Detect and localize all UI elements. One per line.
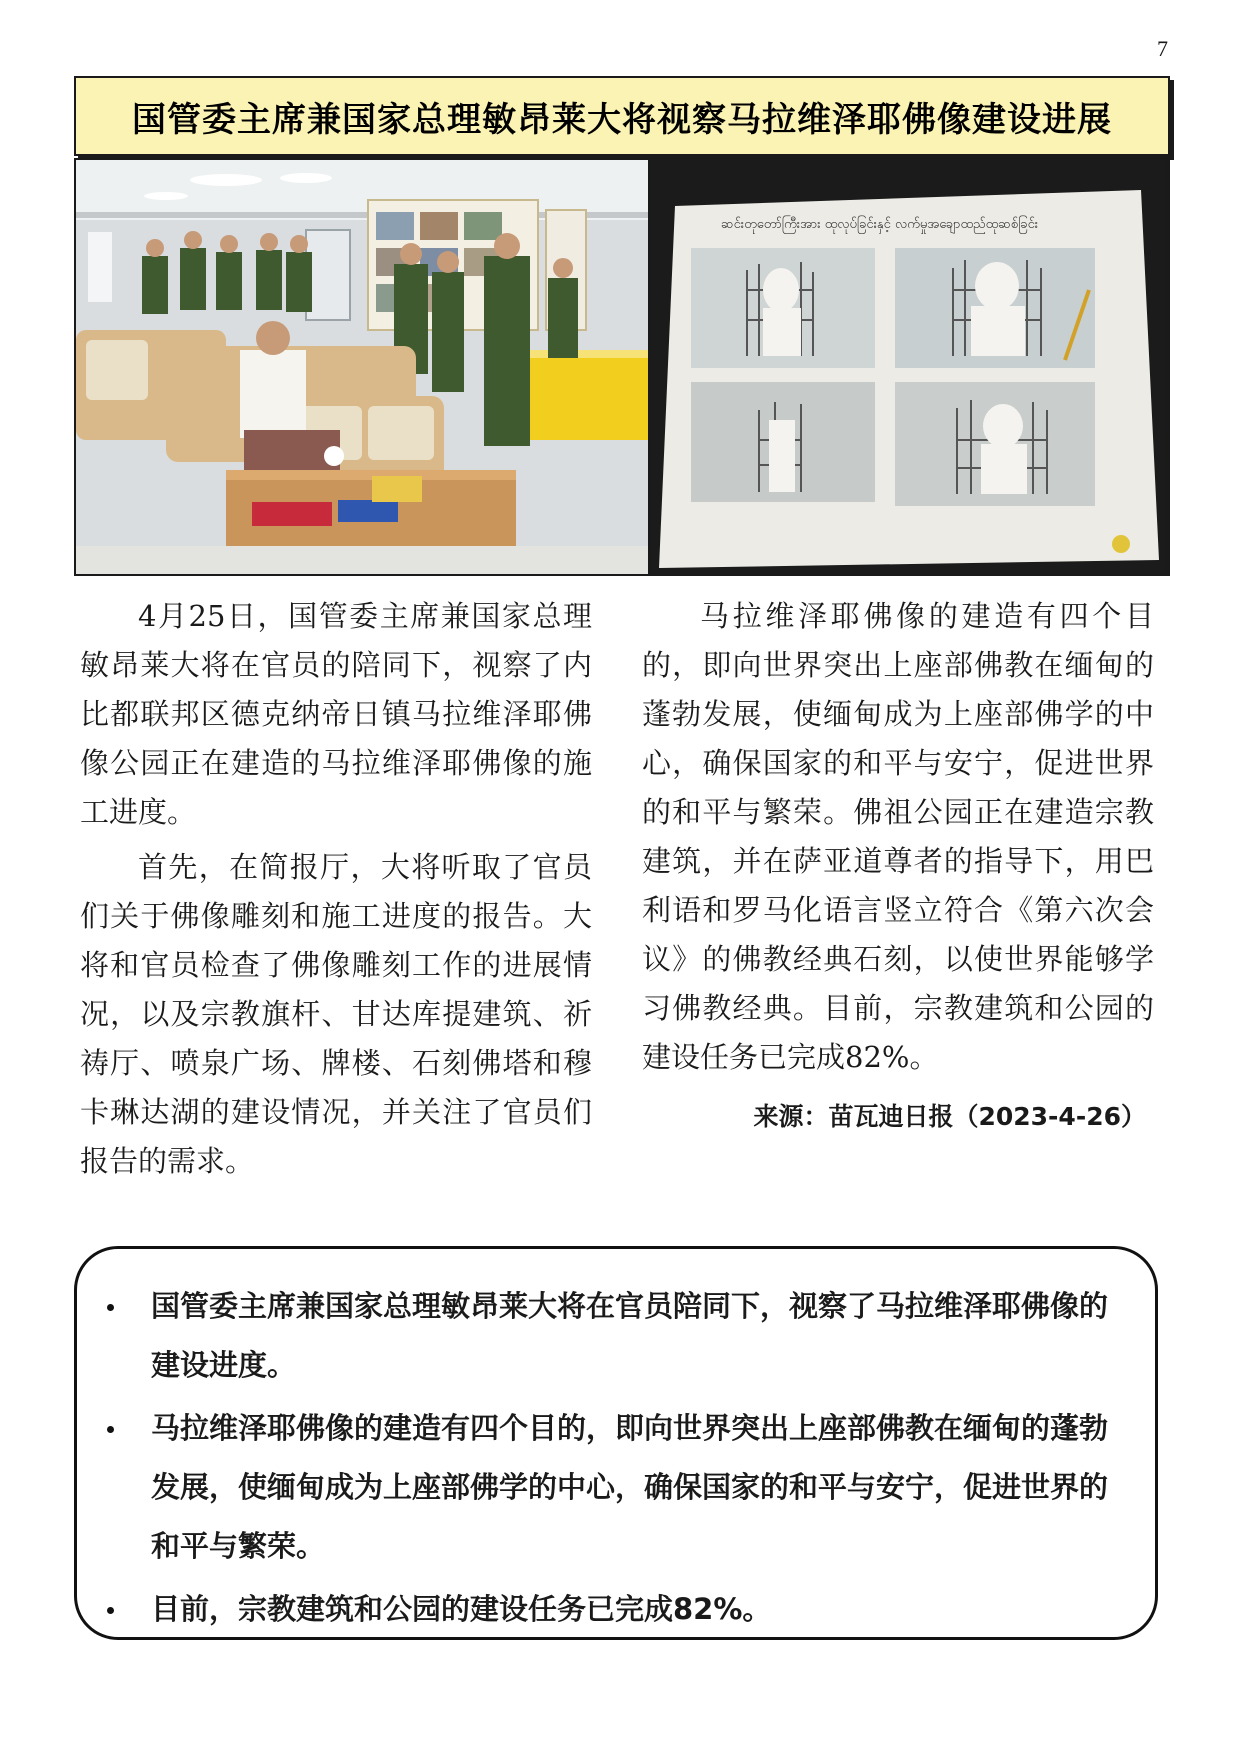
summary-text: 目前，宗教建筑和公园的建设任务已完成82%。 xyxy=(151,1592,772,1626)
bullet-icon xyxy=(107,1426,114,1433)
source-credit: 来源：苗瓦迪日报（2023-4-26） xyxy=(753,1102,1146,1131)
title-banner xyxy=(74,76,1170,156)
summary-text: 马拉维泽耶佛像的建造有四个目的，即向世界突出上座部佛教在缅甸的蓬勃发展，使缅甸成为上座部佛学的中心，确保国家的和平与安宁，促进世界的和平与繁荣。 xyxy=(151,1411,1109,1563)
article-left-column xyxy=(80,592,592,1192)
article-paragraph: 4月25日，国管委主席兼国家总理敏昂莱大将在官员的陪同下，视察了内比都联邦区德克纳帝日镇马拉维泽耶佛像公园正在建造的马拉维泽耶佛像的施工进度。 xyxy=(80,599,592,829)
summary-text: 国管委主席兼国家总理敏昂莱大将在官员陪同下，视察了马拉维泽耶佛像的建设进度。 xyxy=(151,1289,1109,1382)
page-title: 国管委主席兼国家总理敏昂莱大将视察马拉维泽耶佛像建设进展 xyxy=(132,99,1112,140)
bullet-icon xyxy=(107,1304,114,1311)
briefing-hall-photo xyxy=(76,160,648,574)
article-paragraph: 首先，在简报厅，大将听取了官员们关于佛像雕刻和施工进度的报告。大将和官员检查了佛像雕刻工作的进展情况，以及宗教旗杆、甘达库提建筑、祈祷厅、喷泉广场、牌楼、石刻佛塔和穆卡琳达湖的建设情况，并关注了官员们报告的需求。 xyxy=(80,850,592,1178)
bullet-icon xyxy=(107,1607,114,1614)
briefing-hall-illustration xyxy=(76,160,648,574)
photo-strip xyxy=(74,158,1170,576)
slide-caption: ဆင်းတုတော်ကြီးအား ထုလုပ်ခြင်းနှင့် လက်မှုအချောထည်ထုဆစ်ခြင်း xyxy=(721,217,1039,232)
page-number: 7 xyxy=(1157,36,1168,61)
article-paragraph: 马拉维泽耶佛像的建造有四个目的，即向世界突出上座部佛教在缅甸的蓬勃发展，使缅甸成为上座部佛学的中心，确保国家的和平与安宁，促进世界的和平与繁荣。佛祖公园正在建造宗教建筑，并在萨亚道尊者的指导下，用巴利语和罗马化语言竖立符合《第六次会议》的佛教经典石刻，以使世界能够学习佛教经典。目前，宗教建筑和公园的建设任务已完成82%。 xyxy=(642,599,1154,1074)
summary-item xyxy=(107,1580,1117,1639)
summary-list xyxy=(107,1277,1117,1639)
summary-item xyxy=(107,1399,1117,1576)
summary-item xyxy=(107,1277,1117,1395)
presentation-screen-illustration xyxy=(651,160,1165,574)
presentation-screen-photo xyxy=(648,160,1168,574)
summary-box xyxy=(74,1246,1158,1640)
article-right-column xyxy=(642,592,1154,1141)
